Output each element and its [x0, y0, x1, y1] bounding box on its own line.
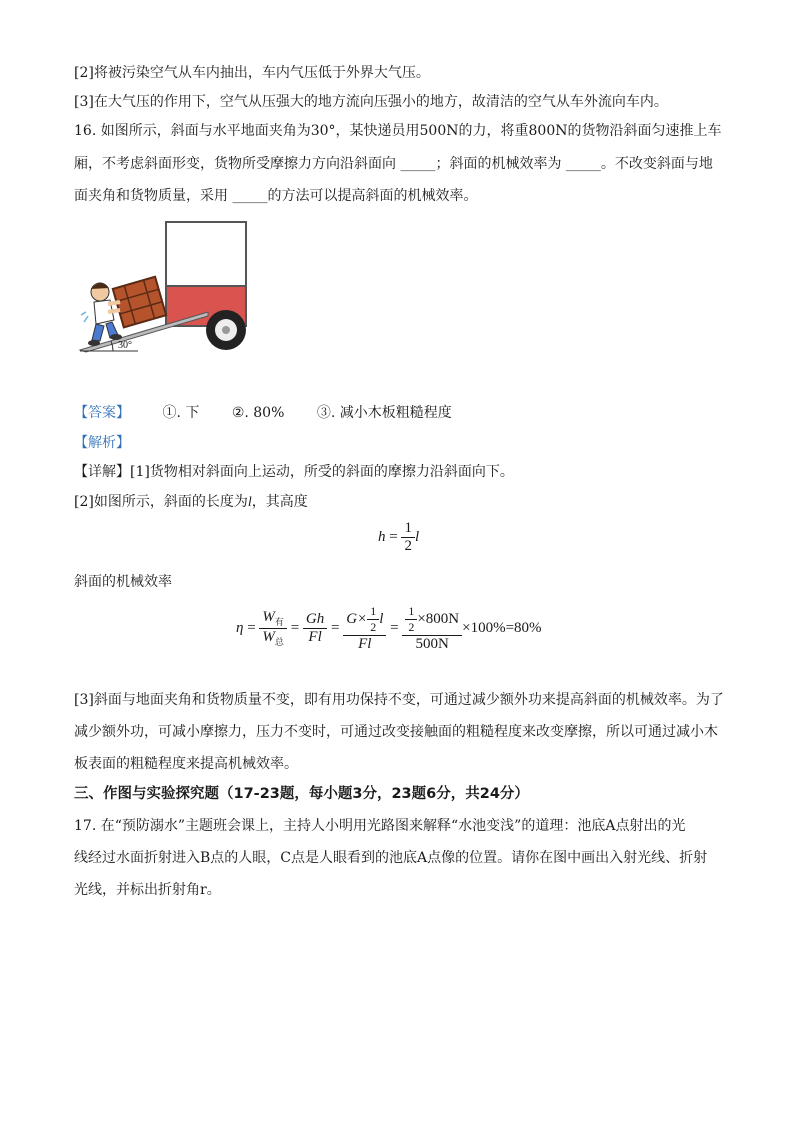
intro-line-2: [2]将被污染空气从车内抽出，车内气压低于外界大气压。 — [74, 65, 430, 81]
q16-figure — [78, 220, 253, 355]
truck-cargo-box — [166, 222, 246, 286]
eq2-frac-ghfl: $\frac{Gh}{Fl}$ — [303, 611, 327, 646]
p2-text: [2]如图所示，斜面的长度为 — [74, 494, 248, 510]
eq2-frac-numeric: $\frac{1}{2}$ ×800N 500N — [402, 604, 462, 653]
detail-text: [1]货物相对斜面向上运动，所受的斜面的摩擦力沿斜面向下。 — [130, 464, 514, 480]
eq1-lhs: h — [378, 528, 386, 545]
answer-item-1: ①. 下 — [162, 405, 200, 421]
crate — [113, 277, 166, 328]
analysis-p3-line-1: [3]斜面与地面夹角和货物质量不变，即有用功保持不变，可通过减少额外功来提高斜面的机械效率。为了 — [74, 692, 724, 708]
answer-item-3: ③. 减小木板粗糙程度 — [316, 405, 452, 421]
answer-label: 【答案】 — [74, 405, 130, 421]
eq2-eta: η — [236, 619, 244, 636]
eq2-pct: ×100% — [462, 619, 506, 636]
efficiency-label: 斜面的机械效率 — [74, 574, 172, 590]
eq1-fraction: $\frac{1}{2}$ — [401, 520, 415, 555]
detail-line — [74, 462, 514, 482]
q17-line-1: 17. 在“预防溺水”主题班会课上，主持人小明用光路图来解释“水池变浅”的道理：池底A点射出的光 — [74, 818, 686, 834]
q16-line-2: 厢，不考虑斜面形变，货物所受摩擦力方向沿斜面向 _____；斜面的机械效率为 _____。不改变斜面与地 — [74, 156, 713, 172]
intro-line-3: [3]在大气压的作用下，空气从压强大的地方流向压强小的地方，故清洁的空气从车外流向车内。 — [74, 94, 668, 110]
figure-angle-label: 30° — [118, 340, 132, 351]
eq2-frac-g-half-l: G× $\frac{1}{2}$ l Fl — [343, 604, 386, 653]
q16-line-1: 16. 如图所示，斜面与水平地面夹角为30°，某快递员用500N的力，将重800N的货物沿斜面匀速推上车 — [74, 123, 722, 139]
equation-efficiency: η = $\frac{W_有}{W_总}$ = $\frac{Gh}{Fl}$ = G× $\frac{1}{2}$ l Fl = $\frac{1}{2}$ ×800N 500N ×100%=80% — [236, 604, 542, 652]
equation-height — [378, 520, 419, 555]
p2-tail: ，其高度 — [251, 494, 308, 510]
q17-line-2: 线经过水面折射进入B点的人眼，C点是人眼看到的池底A点像的位置。请你在图中画出入射光线、折射 — [74, 850, 708, 866]
analysis-p3-line-2: 减少额外功，可减小摩擦力，压力不变时，可通过改变接触面的粗糙程度来改变摩擦，所以可通过减小木 — [74, 724, 718, 740]
eq2-frac-w: $\frac{W_有}{W_总}$ — [259, 609, 287, 648]
analysis-label: 【解析】 — [74, 435, 130, 451]
q16-line-3: 面夹角和货物质量，采用 _____的方法可以提高斜面的机械效率。 — [74, 188, 478, 204]
q17-line-3: 光线，并标出折射角r。 — [74, 882, 221, 898]
answer-item-2: ②. 80% — [231, 405, 285, 421]
detail-label: 【详解】 — [74, 464, 130, 480]
eq1-var: l — [414, 528, 420, 545]
eq1-equals: = — [389, 528, 398, 545]
section-3-heading: 三、作图与实验探究题（17-23题，每小题3分，23题6分，共24分） — [74, 786, 529, 802]
answer-row — [74, 403, 452, 423]
analysis-p3-line-3: 板表面的粗糙程度来提高机械效率。 — [74, 756, 298, 772]
analysis-p2 — [74, 492, 308, 513]
eq2-result: =80% — [505, 619, 542, 636]
p2-var: l — [247, 495, 252, 510]
